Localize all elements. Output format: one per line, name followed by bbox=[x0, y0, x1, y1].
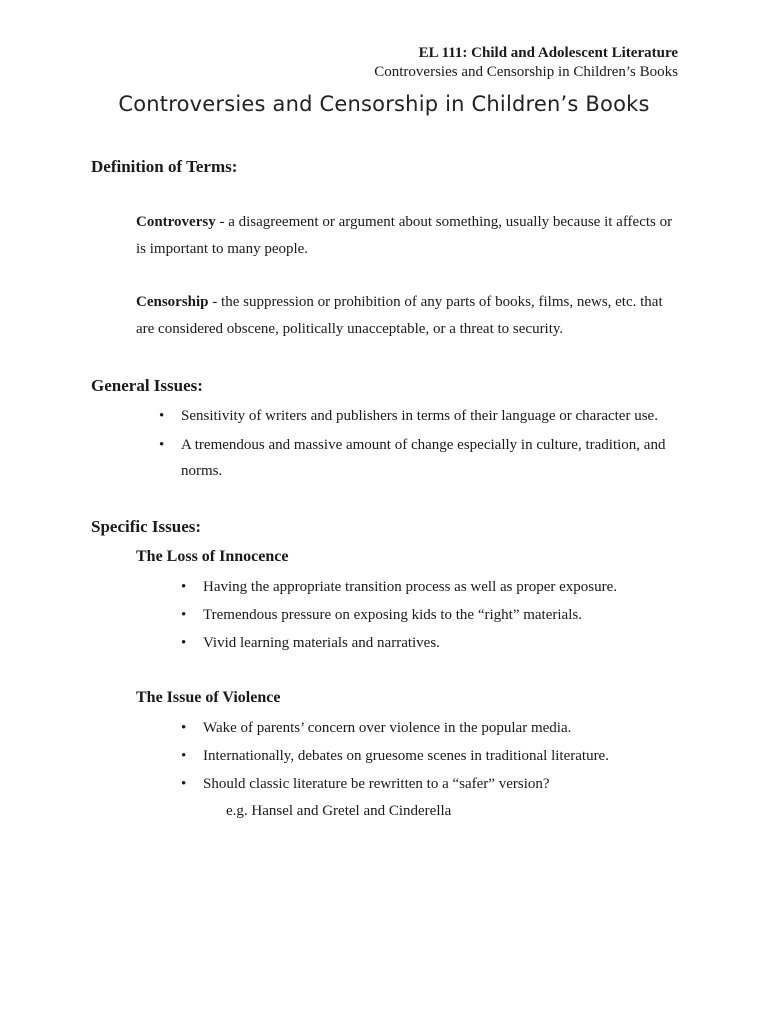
list-item-text: Tremendous pressure on exposing kids to the “right” materials. bbox=[203, 607, 582, 623]
document-title: Controversies and Censorship in Children’s Books bbox=[118, 92, 650, 116]
bullet-icon: • bbox=[181, 607, 187, 623]
bullet-icon: • bbox=[181, 579, 187, 595]
list-item-text: Wake of parents’ concern over violence in the popular media. bbox=[203, 720, 572, 736]
section-heading-violence: The Issue of Violence bbox=[136, 689, 281, 706]
course-title: EL 111: Child and Adolescent Literature bbox=[418, 45, 678, 61]
specific-issues-heading: Specific Issues: bbox=[91, 517, 202, 536]
definition-controversy bbox=[136, 209, 682, 263]
list-item-text: Vivid learning materials and narratives. bbox=[203, 635, 440, 651]
list-item-text: Having the appropriate transition process as well as proper exposure. bbox=[203, 579, 618, 595]
definition-text: - the suppression or prohibition of any parts of books, films, news, etc. that are considered obscene, politically unacceptable, or a threat to security. bbox=[136, 294, 663, 337]
definitions-heading: Definition of Terms: bbox=[91, 157, 238, 176]
list-item bbox=[159, 403, 681, 429]
bullet-icon: • bbox=[181, 635, 187, 651]
list-item-text: A tremendous and massive amount of change especially in culture, tradition, and norms. bbox=[181, 437, 666, 479]
list-item bbox=[181, 602, 683, 628]
bullet-icon: • bbox=[159, 408, 165, 424]
example-text: e.g. Hansel and Gretel and Cinderella bbox=[226, 803, 452, 819]
list-item bbox=[181, 715, 683, 741]
list-item bbox=[159, 432, 681, 484]
bullet-icon: • bbox=[181, 720, 187, 736]
list-item bbox=[181, 771, 683, 797]
definition-censorship bbox=[136, 289, 682, 343]
bullet-icon: • bbox=[181, 776, 187, 792]
list-item bbox=[181, 630, 683, 656]
bullet-icon: • bbox=[181, 748, 187, 764]
list-item bbox=[181, 574, 683, 600]
list-item-text: Internationally, debates on gruesome scenes in traditional literature. bbox=[203, 748, 609, 764]
list-item-text: Should classic literature be rewritten to a “safer” version? bbox=[203, 776, 550, 792]
term-censorship: Censorship bbox=[136, 294, 209, 310]
list-item-text: Sensitivity of writers and publishers in terms of their language or character use. bbox=[181, 408, 658, 424]
definition-text: - a disagreement or argument about something, usually because it affects or is important to many people. bbox=[136, 214, 673, 257]
section-heading-innocence: The Loss of Innocence bbox=[136, 548, 289, 565]
page-header bbox=[374, 44, 678, 82]
term-controversy: Controversy bbox=[136, 214, 216, 230]
general-issues-heading: General Issues: bbox=[91, 376, 203, 395]
header-subtitle: Controversies and Censorship in Children’s Books bbox=[374, 64, 678, 80]
bullet-icon: • bbox=[159, 437, 165, 453]
list-item bbox=[181, 743, 683, 769]
